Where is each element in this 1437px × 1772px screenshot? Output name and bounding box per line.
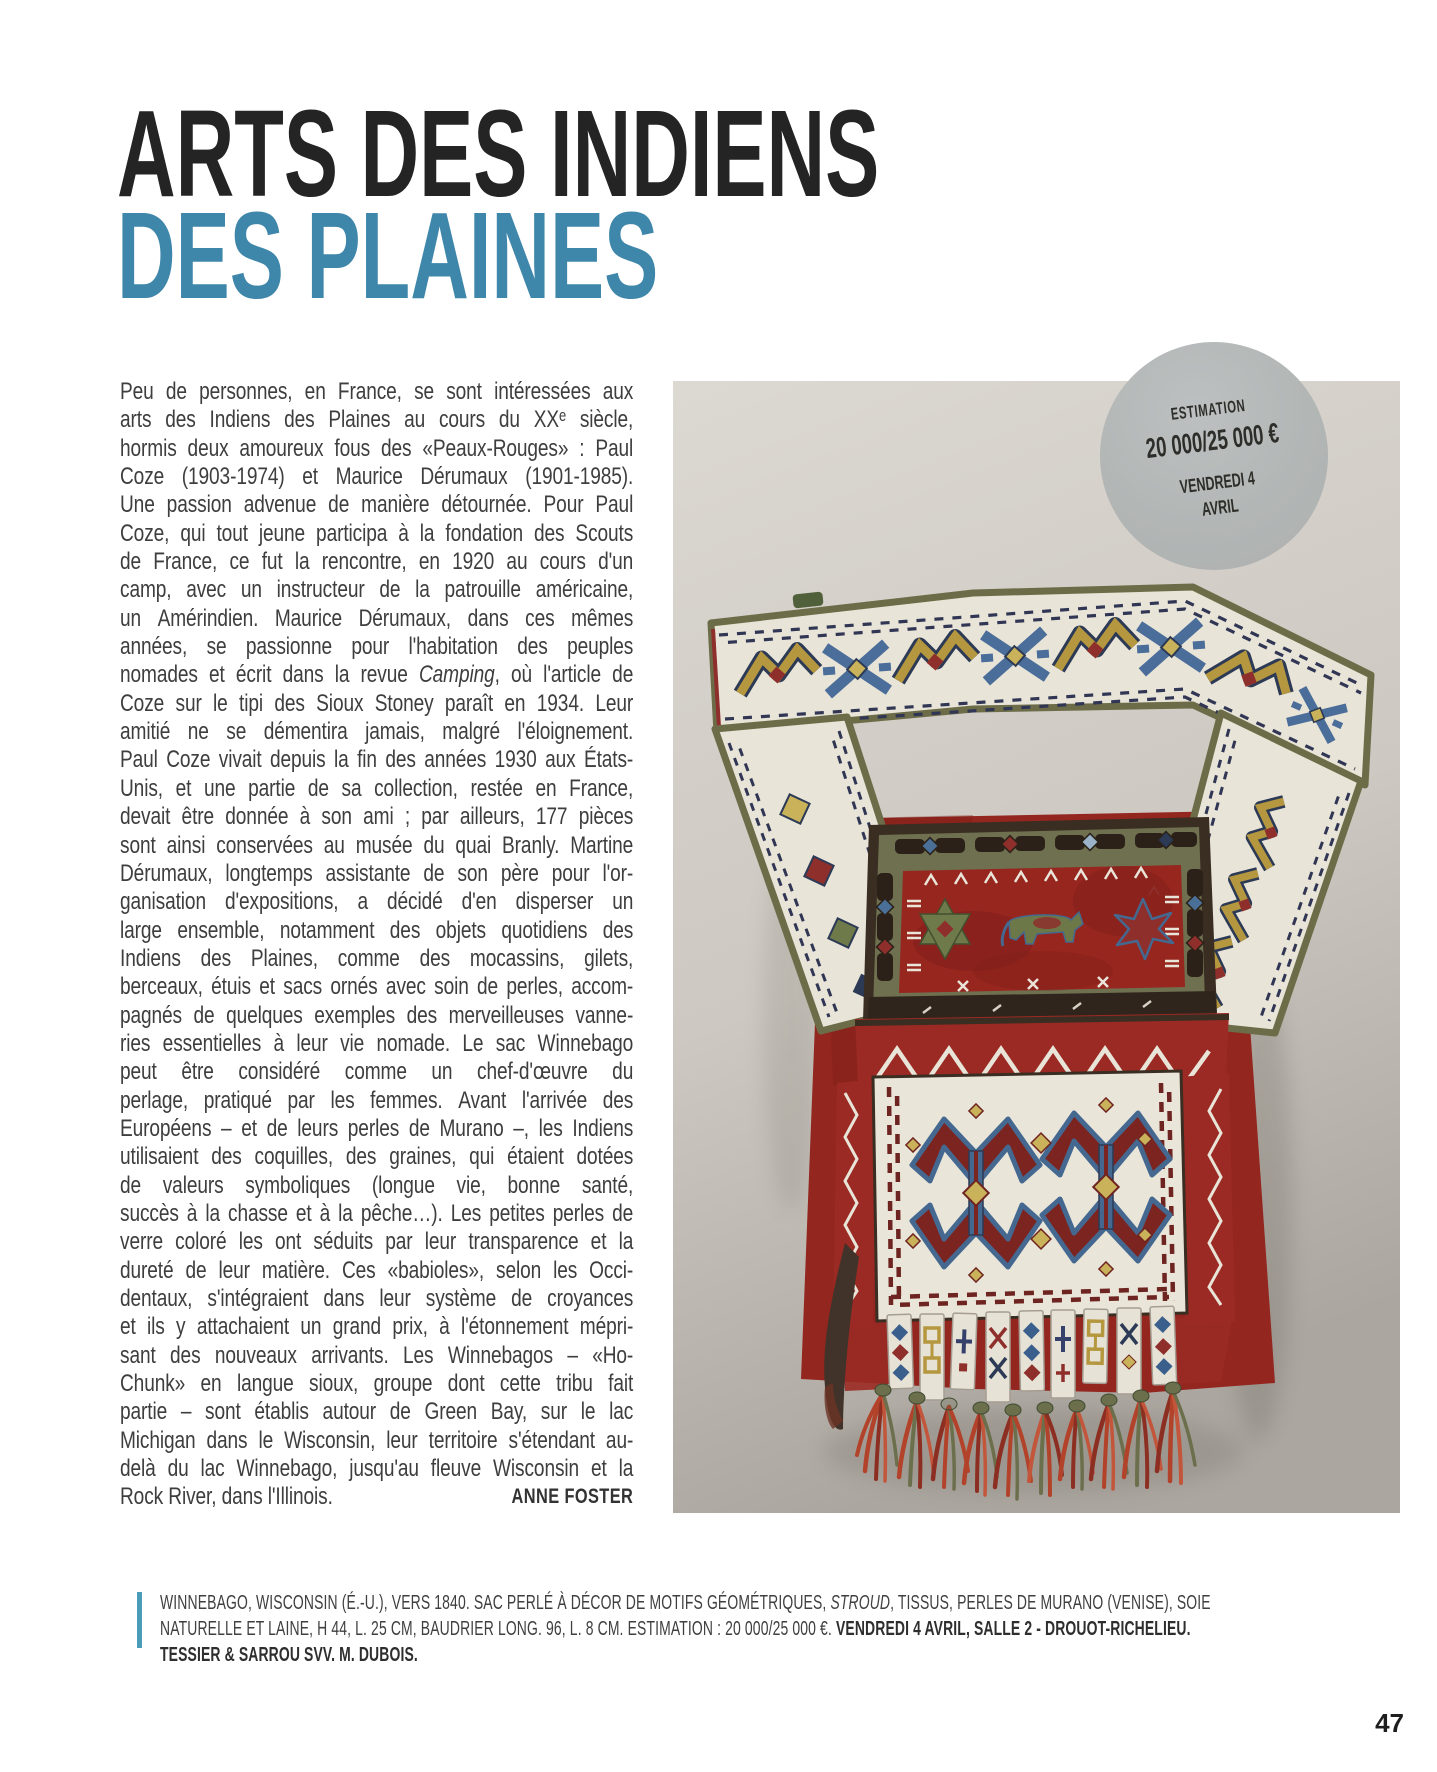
body-text-line: partie – sont établis autour de Green Bay, sur le lac	[120, 1398, 634, 1426]
body-text-line: verre coloré les ont séduits par leur transparence et la	[120, 1228, 634, 1256]
body-text-line: ganisation d'expositions, a décidé d'en disperser un	[120, 888, 634, 916]
page-number: 47	[1375, 1708, 1404, 1738]
body-text-line: perlage, pratiqué par les femmes. Avant l'arrivée des	[120, 1086, 634, 1114]
caption-line: NATURELLE ET LAINE, H 44, L. 25 CM, BAUDRIER LONG. 96, L. 8 CM. ESTIMATION : 20 000/25 000 €. VENDREDI 4 AVRIL, SALLE 2 - DROUOT-RICHELIEU.	[160, 1617, 1191, 1640]
caption-line: TESSIER & SARROU SVV. M. DUBOIS.	[160, 1643, 418, 1666]
body-text-line: pagnés de quelques exemples des merveilleuses vanne-	[120, 1001, 634, 1029]
body-text-line: sant des nouveaux arrivants. Les Winnebagos – «Ho-	[120, 1341, 634, 1369]
body-text-line: succès à la chasse et à la pêche…). Les petites perles de	[120, 1199, 634, 1227]
body-last-line-text: Rock River, dans l'Illinois.	[120, 1483, 333, 1511]
article-body	[120, 378, 633, 1512]
body-text-line: un Amérindien. Maurice Dérumaux, dans ces mêmes	[120, 604, 634, 632]
body-text-line: Peu de personnes, en France, se sont intéressées aux	[120, 378, 634, 405]
estimation-badge	[1100, 342, 1328, 570]
estimation-price: 20 000/25 000 €	[1143, 417, 1281, 465]
body-text-line: de valeurs symboliques (longue vie, bonne santé,	[120, 1171, 634, 1199]
body-last-line	[120, 1483, 633, 1511]
body-text-line: ries essentielles à leur vie nomade. Le sac Winnebago	[120, 1029, 634, 1057]
caption-line: WINNEBAGO, WISCONSIN (É.-U.), VERS 1840. SAC PERLÉ À DÉCOR DE MOTIFS GÉOMÉTRIQUES, STROUD, TISSUS, PERLES DE MURANO (VENISE), SOIE	[160, 1591, 1211, 1614]
body-text-line: Michigan dans le Wisconsin, leur territoire s'étendant au-	[120, 1426, 634, 1454]
body-text-line: hormis deux amoureux fous des «Peaux-Rouges» : Paul	[120, 434, 634, 462]
body-text-line: amitié ne se démentira jamais, malgré l'éloignement.	[120, 718, 634, 746]
body-text-line: Paul Coze vivait depuis la fin des années 1930 aux États-	[120, 746, 634, 774]
body-text-line: peut être considéré comme un chef-d'œuvre du	[120, 1058, 634, 1086]
body-text-line: delà du lac Winnebago, jusqu'au fleuve Wisconsin et la	[120, 1455, 634, 1483]
body-text-line: devait être donnée à son ami ; par ailleurs, 177 pièces	[120, 803, 634, 831]
body-text-line: de France, ce fut la rencontre, en 1920 au cours d'un	[120, 548, 634, 576]
body-text-line: Dérumaux, longtemps assistante de son père pour l'or-	[120, 859, 634, 887]
body-text-line: Chunk» en langue sioux, groupe dont cette tribu fait	[120, 1370, 634, 1398]
body-text-line: Coze (1903-1974) et Maurice Dérumaux (1901-1985).	[120, 463, 634, 491]
body-text-line: sont ainsi conservées au musée du quai Branly. Martine	[120, 831, 634, 859]
sale-date-line2: AVRIL	[1200, 495, 1240, 521]
body-text-line: Unis, et une partie de sa collection, restée en France,	[120, 774, 634, 802]
body-text-line: utilisaient des coquilles, des graines, qui étaient dotées	[120, 1143, 634, 1171]
body-text-line: camp, avec un instructeur de la patrouille américaine,	[120, 576, 634, 604]
body-text-line: large ensemble, notamment des objets quotidiens des	[120, 916, 634, 944]
body-text-line: Coze, qui tout jeune participa à la fondation des Scouts	[120, 519, 634, 547]
page-title-line-2: DES PLAINES	[117, 188, 659, 325]
body-text-line: et ils y attachaient un grand prix, à l'étonnement mépri-	[120, 1313, 634, 1341]
body-text-line: années, se passionne pour l'habitation des peuples	[120, 633, 634, 661]
body-text-line: nomades et écrit dans la revue Camping, où l'article de	[120, 661, 634, 689]
body-text-line: dentaux, s'intégraient dans leur système de croyances	[120, 1285, 634, 1312]
body-text-line: Coze sur le tipi des Sioux Stoney paraît en 1934. Leur	[120, 689, 634, 717]
body-text-line: berceaux, étuis et sacs ornés avec soin de perles, accom-	[120, 973, 634, 1001]
estimation-label: ESTIMATION	[1169, 395, 1247, 424]
caption-accent-bar	[137, 1592, 142, 1648]
photo-caption	[160, 1590, 1302, 1668]
body-text-line: dureté de leur matière. Ces «babioles», selon les Occi-	[120, 1256, 634, 1284]
body-text-line: Une passion advenue de manière détournée. Pour Paul	[120, 491, 634, 519]
body-text-line: Indiens des Plaines, comme des mocassins, gilets,	[120, 944, 634, 972]
estimation-badge-content	[1087, 329, 1341, 583]
body-text-line: Européens – et de leurs perles de Murano –, les Indiens	[120, 1114, 634, 1142]
body-text-line: arts des Indiens des Plaines au cours du XXᵉ siècle,	[120, 406, 634, 434]
sale-date-line1: VENDREDI 4	[1178, 468, 1256, 499]
author-name: ANNE FOSTER	[511, 1485, 634, 1509]
page-title-line-1: ARTS DES INDIENS	[117, 86, 880, 223]
